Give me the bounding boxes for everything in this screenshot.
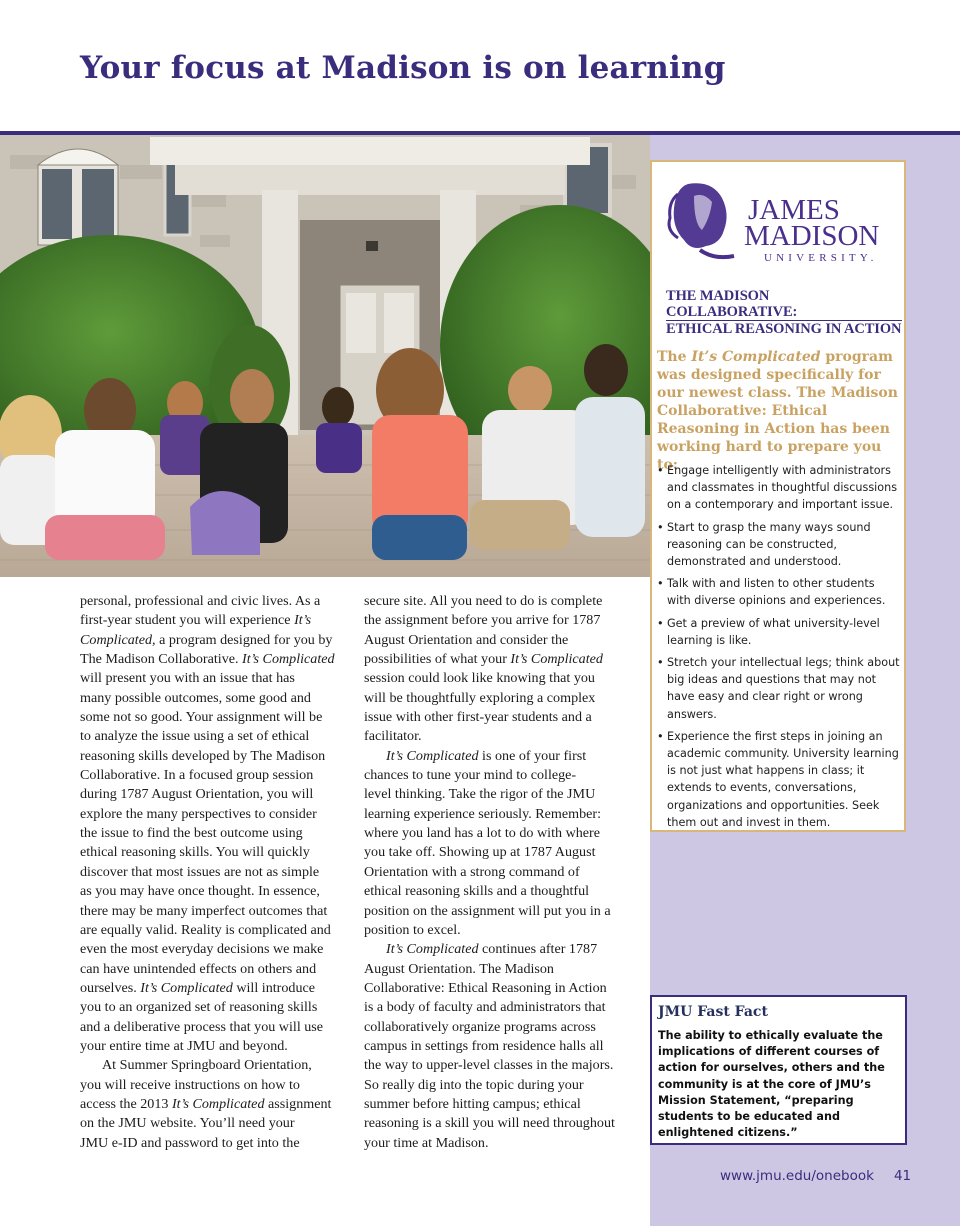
text-line: reasoning is a skill you will need throughout — [364, 1115, 615, 1132]
text-line: is a body of faculty and administrators that — [364, 999, 606, 1016]
fast-fact-box — [650, 995, 907, 1145]
text-line: ourselves. It’s Complicated will introduce — [80, 979, 316, 996]
text-line: level thinking. Take the rigor of the JMU — [364, 786, 596, 803]
logo-word-madison: MADISON — [744, 220, 880, 252]
text-line: It’s Complicated is one of your first — [386, 747, 587, 764]
text-line: reasoning skills developed by The Madison — [80, 747, 326, 764]
list-item: • Start to grasp the many ways sound reasoning can be constructed, demonstrated and understood. — [657, 519, 901, 571]
text-line: ethical reasoning skills and a thoughtful — [364, 883, 590, 900]
text-line: as you may have once thought. In essence, — [80, 883, 320, 900]
text-line: chances to tune your mind to college- — [364, 767, 577, 784]
text-line: discover that most issues are not as simple — [80, 863, 320, 880]
text-line: issue with other first-year students and a — [364, 709, 592, 726]
jmu-logo — [664, 174, 894, 262]
text-line: are equally valid. Reality is complicated and — [80, 921, 331, 938]
text-line: your time at Madison. — [364, 1134, 489, 1151]
collaborative-title-line1: THE MADISON COLLABORATIVE: — [666, 288, 902, 321]
page-title: Your focus at Madison is on learning — [80, 50, 726, 86]
article-column-1 — [80, 592, 342, 1153]
list-item: • Experience the first steps in joining an academic community. University learning is not just what happens in class; it extends to events, conversations, organizations and opportunities. Seek them out and invest in them. — [657, 728, 901, 831]
text-line: It’s Complicated continues after 1787 — [386, 941, 598, 958]
text-line: possibilities of what your It’s Complicated — [364, 651, 603, 668]
fast-fact-title: JMU Fast Fact — [658, 1004, 768, 1020]
text-line: your entire time at JMU and beyond. — [80, 1037, 288, 1054]
text-line: ethical reasoning skills. You will quickly — [80, 844, 310, 861]
fast-fact-text: The ability to ethically evaluate the implications of different courses of action for ourselves, others and the community is at the core of JMU’s Mission Statement, “preparing students to be educated and enlightened citizens.” — [658, 1029, 885, 1140]
intro-program-name: It’s Complicated — [691, 349, 821, 365]
text-line: explore the many perspectives to consider — [80, 805, 317, 822]
text-line: even the most everyday decisions we make — [80, 941, 324, 958]
text-line: will present you with an issue that has — [80, 670, 295, 687]
text-line: position on the assignment will put you in a — [364, 902, 611, 919]
logo-word-university: UNIVERSITY. — [764, 252, 878, 262]
text-line: some not so good. Your assignment will be — [80, 709, 323, 726]
madison-collaborative-box — [650, 160, 906, 832]
list-item: • Engage intelligently with administrators and classmates in thoughtful discussions on a contemporary and important issue. — [657, 462, 901, 514]
footer-url: www.jmu.edu/onebook — [720, 1168, 874, 1184]
text-line: on the JMU website. You’ll need your — [80, 1115, 295, 1132]
intro-lead: The — [657, 349, 692, 365]
list-item: • Get a preview of what university-level learning is like. — [657, 615, 901, 649]
text-line: can have unintended effects on others and — [80, 960, 317, 977]
text-line: you to an organized set of reasoning skills — [80, 999, 318, 1016]
text-line: collaboratively organize programs across — [364, 1018, 596, 1035]
list-item: • Stretch your intellectual legs; think about big ideas and questions that may not have easy and clear right or wrong answers. — [657, 654, 901, 723]
text-line: many possible outcomes, some good and — [80, 689, 311, 706]
text-line: August Orientation. The Madison — [364, 960, 554, 977]
text-line: first-year student you will experience It’s — [80, 612, 312, 629]
text-line: will be thoughtfully exploring a complex — [364, 689, 596, 706]
text-line: Complicated, a program designed for you by — [80, 631, 333, 648]
text-line: secure site. All you need to do is complete — [364, 593, 603, 609]
list-item: • Talk with and listen to other students with diverse opinions and experiences. — [657, 575, 901, 609]
text-line: JMU e-ID and password to get into the — [80, 1134, 300, 1151]
students-photo — [0, 135, 650, 577]
goals-list — [657, 462, 901, 836]
text-line: At Summer Springboard Orientation, — [102, 1057, 312, 1074]
collaborative-title-line2: ETHICAL REASONING IN ACTION — [666, 321, 902, 337]
logo-word-james: JAMES — [748, 194, 840, 226]
text-line: So really dig into the topic during your — [364, 1076, 584, 1093]
text-line: campus in settings from residence halls all — [364, 1037, 604, 1054]
text-line: personal, professional and civic lives. As a — [80, 593, 321, 609]
page-number: 41 — [893, 1168, 912, 1184]
text-line: where you land has a lot to do with where — [364, 825, 601, 842]
text-line: session could look like knowing that you — [364, 670, 595, 687]
text-line: the issue to find the best outcome using — [80, 825, 303, 842]
text-line: Collaborative: Ethical Reasoning in Action — [364, 979, 607, 996]
text-line: the way to upper-level classes in the majors. — [364, 1057, 614, 1074]
text-line: access the 2013 It’s Complicated assignment — [80, 1095, 332, 1112]
text-line: learning experience seriously. Remember: — [364, 805, 602, 822]
program-intro — [657, 348, 901, 474]
text-line: to analyze the issue using a set of ethical — [80, 728, 310, 745]
text-line: and a deliberative process that you will use — [80, 1018, 324, 1035]
page-footer — [720, 1168, 911, 1184]
text-line: the assignment before you arrive for 1787 — [364, 612, 601, 629]
text-line: summer before hitting campus; ethical — [364, 1095, 581, 1112]
text-line: position to excel. — [364, 921, 461, 938]
text-line: there may be many imperfect outcomes that — [80, 902, 328, 919]
intro-body: program was designed specifically for our newest class. The Madison Collaborative: Ethical Reasoning in Action has been working hard to prepare you to: — [657, 349, 898, 473]
article-column-2 — [364, 592, 626, 1153]
text-line: The Madison Collaborative. It’s Complicated — [80, 651, 335, 668]
text-line: you take off. Showing up at 1787 August — [364, 844, 596, 861]
text-line: Orientation with a strong command of — [364, 863, 580, 880]
text-line: Collaborative. In a focused group session — [80, 767, 314, 784]
text-line: during 1787 August Orientation, you will — [80, 786, 314, 803]
text-line: you will receive instructions on how to — [80, 1076, 300, 1093]
text-line: facilitator. — [364, 728, 422, 745]
collaborative-title — [666, 288, 902, 337]
text-line: August Orientation and consider the — [364, 631, 569, 648]
